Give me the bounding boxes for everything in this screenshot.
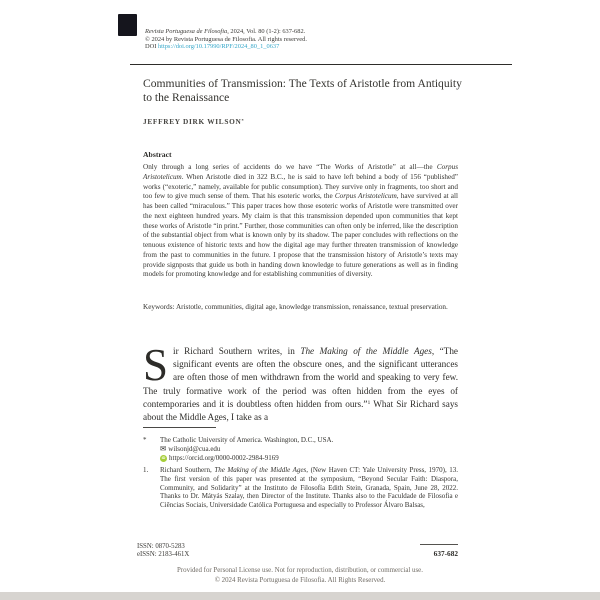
affiliation-marker: * [143,436,147,444]
journal-copyright-line: © 2024 by Revista Portuguesa de Filosofia. All rights reserved. [145,35,307,43]
email-line [160,445,458,454]
author-note-marker: * [241,117,245,123]
footnote-1 [143,466,458,511]
issn-block [137,543,189,559]
footnote-1-marker: 1. [143,465,149,474]
body-paragraph-text: ir Richard Southern writes, in The Making of the Middle Ages, “The significant events are often the obscure ones, and the significant utterances are often those of men withdrawn from the world and speaking to very few. The truly formative work of the period was often hidden from the eyes of contemporaries and it is doubtless often hidden from ours.”$^1$ What Sir Richard says about the Middle Ages, I take as a [143,346,459,423]
doi-line [145,43,505,51]
author-name: JEFFREY DIRK WILSON* [143,117,245,126]
journal-logo-icon [118,14,137,36]
header-divider [130,64,512,65]
abstract-heading: Abstract [143,150,172,159]
journal-header-meta [145,28,505,51]
page-range-rule [420,544,458,545]
abstract-text: Only through a long series of accidents do we have “The Works of Aristotle” at all—the Corpus Aristotelicum. When Aristotle died in 322 B.C., he is said to have left behind a body of 156 “published” works (“exoteric,” namely, available for public consumption). They survive only in fragments, too short and too few to give much sense of them. That his esoteric works, the Corpus Aristotelicum, have survived at all has been called “miraculous.” This paper traces how those esoteric works of Aristotle were transmitted over the next eighteen hundred years. My claim is that this transmission depended upon communities that kept these works of Aristotle “in print.” Further, those communities can often only be inferred, like the description of the substantial object from what is known only by its shadow. The paper concludes with reflections on the tenuous existence of historic texts and how the digital age may further threaten transmission of knowledge from the past to communities in the future. I propose that the transmission history of Aristotle’s texts may provide signposts that guide us both in handing down knowledge to future generations as well as in finding models for promoting knowledge and for establishing communities of diversity. [143,163,458,279]
orcid-link[interactable]: https://orcid.org/0000-0002-2984-9169 [169,453,279,462]
journal-citation-line: Revista Portuguesa de Filosofia, 2024, Vol. 80 (1-2): 637-682. [145,28,306,35]
page-range: 637-682 [433,549,458,558]
orcid-icon: iD [161,455,166,460]
article-title: Communities of Transmission: The Texts of Aristotle from Antiquity to the Renaissance [143,77,462,104]
bottom-page-edge [0,592,600,600]
orcid-line [160,454,458,463]
body-paragraph [143,340,459,424]
eissn: eISSN: 2183-461X [137,551,190,558]
footnotes-block [143,436,458,510]
doi-label: DOI [145,43,157,51]
keywords-line [143,303,458,313]
footnote-1-text: Richard Southern, The Making of the Middle Ages, (New Haven CT: Yale University Press, 1970), 13. The first version of this paper was presented at the symposium, “Beyond Secular Faith: Diaspora, Community, and Solidarity” at the Instituto de Filosofía Edith Stein, Granada, Spain, June 28, 2022. Thanks to Dr. Mátyás Szalay, then Director of the Institute. Thanks also to the Faculdade de Filosofia e Ciências Sociais, Universidade Católica Portuguesa and especially to Professor Álvaro Balsas, [160,465,459,510]
license-line: Provided for Personal License use. Not for reproduction, distribution, or commercial use. [177,567,423,574]
keywords-text: Aristotle, communities, digital age, knowledge transmission, renaissance, textual preservation. [175,303,448,311]
affiliation-footnote [143,436,458,463]
affiliation-text: The Catholic University of America. Washington, D.C., USA. [160,436,334,444]
doi-link[interactable]: https://doi.org/10.17990/RPF/2024_80_1_0637 [157,43,280,51]
footnote-separator [143,427,216,428]
footer-license-block [0,566,600,585]
drop-cap: S [143,340,169,390]
email-address[interactable]: wilsonjd@cua.edu [168,444,221,453]
email-icon: ✉ [160,444,167,454]
issn: ISSN: 0870-5283 [137,543,185,550]
keywords-label: Keywords: [143,303,175,311]
rights-line: © 2024 Revista Portuguesa de Filosofia. All Rights Reserved. [214,576,386,584]
